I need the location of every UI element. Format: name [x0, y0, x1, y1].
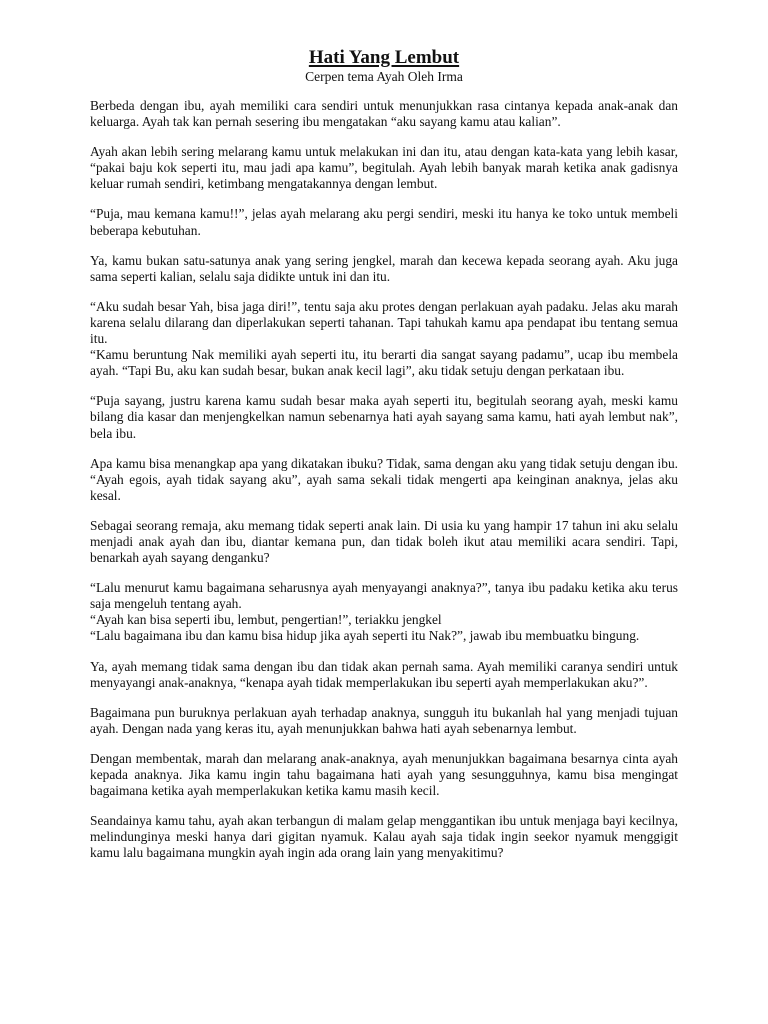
paragraph: Berbeda dengan ibu, ayah memiliki cara sendiri untuk menunjukkan rasa cintanya kepada anak-anak dan keluarga. Ayah tak kan pernah sesering ibu mengatakan “aku sayang kamu atau kalian”. — [90, 98, 678, 130]
paragraph: Sebagai seorang remaja, aku memang tidak seperti anak lain. Di usia ku yang hampir 17 tahun ini aku selalu menjadi anak ayah dan ibu, diantar kemana pun, dan tidak boleh ikut atau memiliki acara sendiri. Tapi, benarkah ayah sayang denganku? — [90, 517, 678, 566]
paragraph: Ya, ayah memang tidak sama dengan ibu dan tidak akan pernah sama. Ayah memiliki caranya sendiri untuk menyayangi anak-anaknya, “kenapa ayah tidak memperlakukan ibu seperti ayah memperlakukan aku?”. — [90, 658, 678, 690]
paragraph: Apa kamu bisa menangkap apa yang dikatakan ibuku? Tidak, sama dengan aku yang tidak setuju dengan ibu. “Ayah egois, ayah tidak sayang aku”, ayah sama sekali tidak mengerti apa keinginan anaknya, jelas aku kesal. — [90, 455, 678, 503]
paragraph: “Lalu bagaimana ibu dan kamu bisa hidup jika ayah seperti itu Nak?”, jawab ibu membuatku bingung. — [90, 628, 640, 644]
document-subtitle: Cerpen tema Ayah Oleh Irma — [305, 69, 463, 84]
paragraph: “Aku sudah besar Yah, bisa jaga diri!”, tentu saja aku protes dengan perlakuan ayah padaku. Jelas aku marah karena selalu dilarang dan diperlakukan seperti tahanan. Tapi tahukah kamu apa pendapat ibu tentang semua itu. — [90, 298, 678, 347]
paragraph: Dengan membentak, marah dan melarang anak-anaknya, ayah menunjukkan bagaimana besarnya cinta ayah kepada anaknya. Jika kamu ingin tahu bagaimana hati ayah yang sesungguhnya, kamu bisa mengingat bagaimana ketika ayah memperlakukan ketika kamu masih kecil. — [90, 750, 678, 799]
paragraph: “Lalu menurut kamu bagaimana seharusnya ayah menyayangi anaknya?”, tanya ibu padaku ketika aku terus saja mengeluh tentang ayah. — [90, 580, 678, 612]
document-body — [90, 98, 678, 875]
paragraph: Ya, kamu bukan satu-satunya anak yang sering jengkel, marah dan kecewa kepada seorang ayah. Aku juga sama seperti kalian, selalu saja didikte untuk ini dan itu. — [90, 252, 678, 284]
paragraph: Ayah akan lebih sering melarang kamu untuk melakukan ini dan itu, atau dengan kata-kata yang lebih kasar, “pakai baju kok seperti itu, mau jadi apa kamu”, begitulah. Ayah lebih banyak marah ketika anak gadisnya keluar rumah sendiri, ketimbang mengatakannya dengan lembut. — [90, 144, 678, 192]
paragraph: “Puja sayang, justru karena kamu sudah besar maka ayah seperti itu, begitulah seorang ayah, meski kamu bilang dia kasar dan menjengkelkan namun sebenarnya hati ayah sayang sama kamu, hati ayah lembut nak”, bela ibu. — [90, 393, 678, 441]
paragraph: “Ayah kan bisa seperti ibu, lembut, pengertian!”, teriakku jengkel — [90, 612, 442, 628]
document-title — [0, 47, 768, 69]
paragraph: “Kamu beruntung Nak memiliki ayah seperti itu, itu berarti dia sangat sayang padamu”, ucap ibu membela ayah. “Tapi Bu, aku kan sudah besar, bukan anak kecil lagi”, aku tidak setuju dengan perkataan ibu. — [90, 347, 678, 379]
paragraph: Bagaimana pun buruknya perlakuan ayah terhadap anaknya, sungguh itu bukanlah hal yang menjadi tujuan ayah. Dengan nada yang keras itu, ayah menunjukkan bahwa hati ayah sebenarnya lembut. — [90, 704, 678, 736]
document-title-text: Hati Yang Lembut — [308, 47, 460, 68]
paragraph: “Puja, mau kemana kamu!!”, jelas ayah melarang aku pergi sendiri, meski itu hanya ke toko untuk membeli beberapa kebutuhan. — [90, 206, 678, 238]
paragraph: Seandainya kamu tahu, ayah akan terbangun di malam gelap menggantikan ibu untuk menjaga bayi kecilnya, melindunginya meski hanya dari gigitan nyamuk. Kalau ayah saja tidak ingin seekor nyamuk menggigit kamu lalu bagaimana mungkin ayah ingin ada orang lain yang menyakitimu? — [90, 813, 678, 861]
